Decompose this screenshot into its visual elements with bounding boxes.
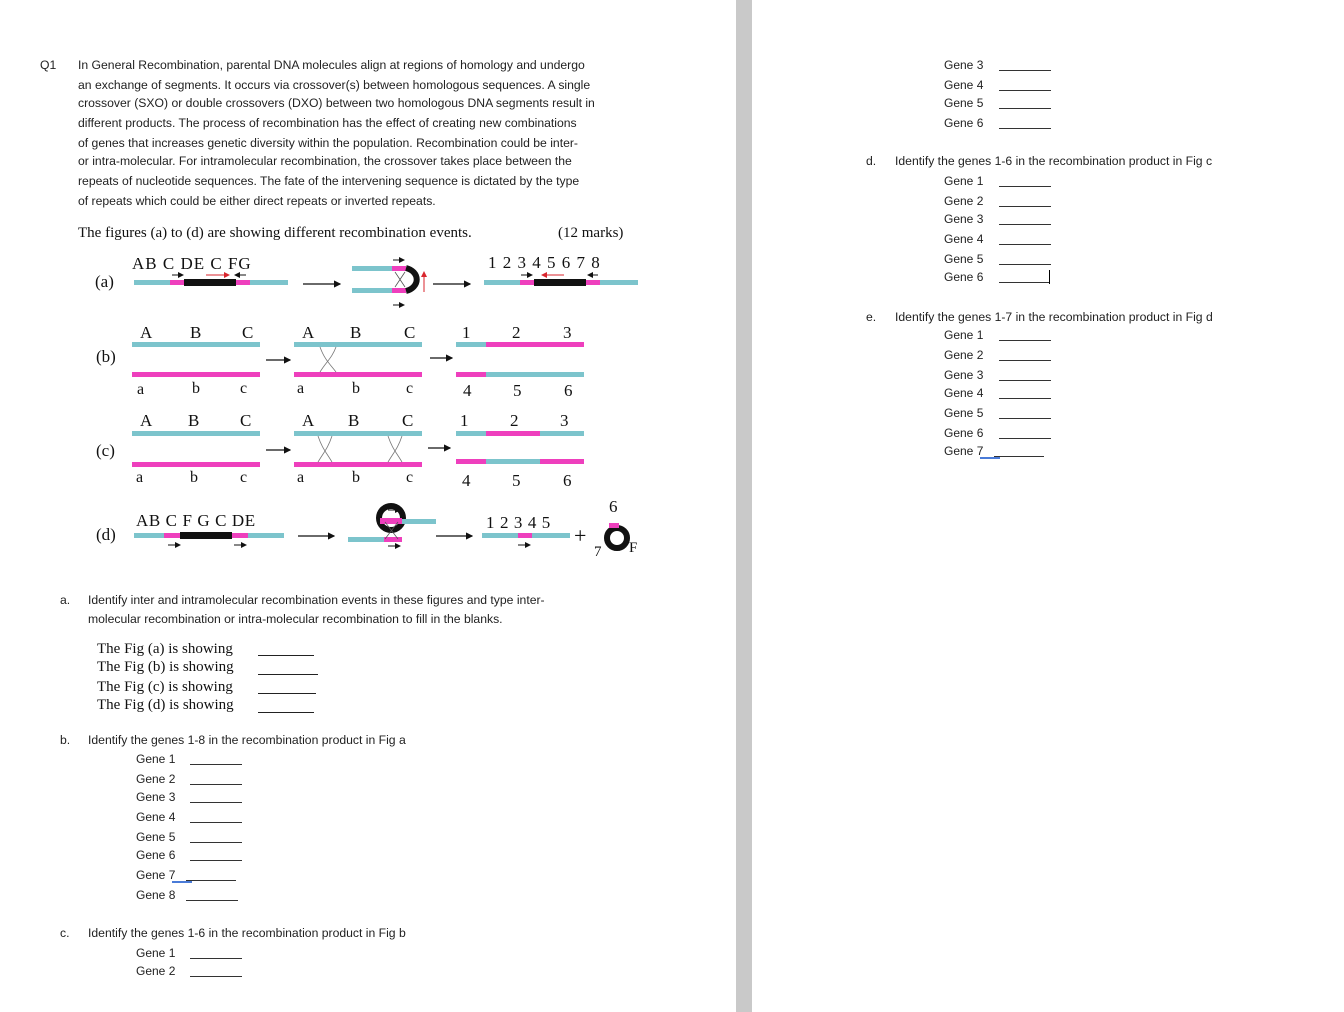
part-b-prompt: Identify the genes 1-8 in the recombination product in Fig a [88,733,406,747]
product-number: 3 [560,411,569,430]
gene-letter: B [190,323,202,342]
gene-label: Gene 8 [136,888,176,902]
paragraph-line: an exchange of segments. It occurs via crossover(s) between homologous sequences. A single [78,78,591,92]
gene-answer-blank[interactable] [999,340,1051,341]
product-number: 6 [563,471,572,490]
gene-letter: A [140,323,153,342]
gene-letter: B [188,411,200,430]
spellcheck-underline [172,881,192,883]
part-d-prompt: Identify the genes 1-6 in the recombination product in Fig c [895,154,1213,168]
figure-d-label: (d) [96,525,116,544]
paragraph-line: or intra-molecular. For intramolecular recombination, the crossover takes place between the [78,154,572,168]
fig-a-statement: The Fig (a) is showing [97,641,233,657]
gene-letter: A [302,323,315,342]
gene-answer-blank[interactable] [190,784,242,785]
figure-d [96,497,637,560]
gene-answer-blank[interactable] [999,128,1051,129]
figure-c [96,411,584,490]
gene-letter: a [297,469,305,486]
paragraph-line: of genes that increases genetic diversity within the population. Recombination could be inter- [78,136,578,150]
gene-answer-blank[interactable] [999,244,1051,245]
gene-label: Gene 1 [944,174,984,188]
gene-answer-blank[interactable] [999,380,1051,381]
product-number: 2 [512,323,521,342]
gene-label: Gene 5 [944,96,984,110]
gene-label: Gene 6 [944,426,984,440]
gene-label: Gene 7 [944,444,984,458]
gene-label: Gene 6 [944,270,984,284]
gene-letter: a [136,469,144,486]
plus-sign: + [574,523,587,548]
paragraph-line: different products. The process of recombination has the effect of creating new combinations [78,116,577,130]
gene-label: Gene 4 [944,232,984,246]
gene-answer-blank[interactable] [999,90,1051,91]
gene-label: Gene 3 [944,58,984,72]
gene-label: Gene 5 [944,252,984,266]
page-gutter [736,0,752,1012]
gene-answer-blank[interactable] [999,206,1051,207]
excised-circle [607,528,627,548]
product-number: 6 [564,381,573,400]
gene-label: Gene 6 [136,848,176,862]
gene-label: Gene 4 [944,78,984,92]
gene-letter: C [402,411,414,430]
gene-letter: c [406,380,414,397]
fig-b-answer-blank[interactable] [258,674,318,675]
text-cursor [1049,270,1050,284]
gene-letter: B [350,323,362,342]
gene-letter: c [240,469,248,486]
part-b-letter: b. [60,733,71,747]
gene-label: Gene 5 [944,406,984,420]
figure-a-gene-text: AB C DE C FG [132,254,252,273]
figure-d-gene-text: AB C F G C DE [136,511,256,530]
gene-label: Gene 2 [136,772,176,786]
figure-a-product-molecule [484,279,638,286]
gene-label: Gene 7 [136,868,176,882]
figure-b [96,323,584,400]
figure-a-hairpin [352,260,424,305]
gene-answer-blank[interactable] [190,764,242,765]
gene-answer-blank[interactable] [999,70,1051,71]
circle-label: 6 [609,497,618,516]
product-number: 4 [463,381,472,400]
part-a-letter: a. [60,593,71,607]
document-page-right [752,0,1344,1012]
gene-answer-blank[interactable] [999,264,1051,265]
gene-answer-blank[interactable] [190,822,242,823]
fig-a-answer-blank[interactable] [258,655,314,656]
gene-label: Gene 4 [944,386,984,400]
gene-letter: C [404,323,416,342]
gene-letter: b [352,380,360,397]
figure-d-product-numbers: 1 2 3 4 5 [486,513,551,532]
gene-letter: c [240,380,248,397]
gene-answer-blank[interactable] [999,282,1049,283]
paragraph-line: repeats of nucleotide sequences. The fate of the intervening sequence is dictated by the type [78,174,580,188]
gene-answer-blank[interactable] [999,108,1051,109]
fig-d-answer-blank[interactable] [258,712,314,713]
paragraph-line: In General Recombination, parental DNA molecules align at regions of homology and undergo [78,58,585,72]
product-number: 5 [513,381,522,400]
marks: (12 marks) [558,225,624,241]
gene-letter: C [242,323,254,342]
question-number: Q1 [40,58,57,72]
paragraph-line: crossover (SXO) or double crossovers (DXO) between two homologous DNA segments result in [78,96,595,110]
gene-answer-blank[interactable] [999,360,1051,361]
paragraph-line: of repeats which could be either direct repeats or inverted repeats. [78,194,436,208]
gene-letter: b [190,469,198,486]
figure-a-parent-molecule [134,279,288,286]
gene-letter: B [348,411,360,430]
gene-letter: b [352,469,360,486]
figure-a-product-numbers: 1 2 3 4 5 6 7 8 [488,253,601,272]
product-number: 1 [460,411,469,430]
gene-letter: A [302,411,315,430]
part-a-prompt-line: Identify inter and intramolecular recombination events in these figures and type inter- [88,593,545,607]
fig-b-statement: The Fig (b) is showing [97,659,234,675]
recombination-figures [0,0,736,570]
figure-d-loop [348,506,436,546]
part-c-letter: c. [60,926,70,940]
gene-letter: A [140,411,153,430]
gene-answer-blank[interactable] [190,976,242,977]
fig-c-answer-blank[interactable] [258,693,316,694]
gene-answer-blank[interactable] [999,224,1051,225]
gene-answer-blank[interactable] [994,456,1044,457]
gene-answer-blank[interactable] [186,900,238,901]
fig-c-statement: The Fig (c) is showing [97,679,233,695]
gene-label: Gene 2 [944,348,984,362]
gene-label: Gene 5 [136,830,176,844]
gene-letter: a [297,380,305,397]
gene-letter: c [406,469,414,486]
part-e-letter: e. [866,310,877,324]
product-number: 2 [510,411,519,430]
figure-a [95,253,638,305]
gene-answer-blank[interactable] [186,880,236,881]
gene-answer-blank[interactable] [190,860,242,861]
figure-b-label: (b) [96,347,116,366]
gene-label: Gene 1 [944,328,984,342]
circle-label: 7 [594,544,602,560]
gene-letter: b [192,380,200,397]
gene-label: Gene 1 [136,946,176,960]
gene-label: Gene 3 [944,368,984,382]
gene-label: Gene 3 [944,212,984,226]
gene-label: Gene 2 [944,194,984,208]
fig-d-statement: The Fig (d) is showing [97,697,234,713]
gene-label: Gene 4 [136,810,176,824]
spellcheck-underline [980,457,1000,459]
gene-label: Gene 6 [944,116,984,130]
gene-answer-blank[interactable] [190,802,242,803]
part-d-letter: d. [866,154,877,168]
gene-answer-blank[interactable] [999,438,1051,439]
gene-label: Gene 2 [136,964,176,978]
gene-answer-blank[interactable] [999,418,1051,419]
figures-intro: The figures (a) to (d) are showing different recombination events. [78,225,472,241]
figure-c-label: (c) [96,441,115,460]
gene-label: Gene 3 [136,790,176,804]
gene-answer-blank[interactable] [190,842,242,843]
gene-answer-blank[interactable] [190,958,242,959]
product-number: 1 [462,323,471,342]
gene-letter: a [137,381,145,398]
gene-label: Gene 1 [136,752,176,766]
circle-label: F [629,540,638,556]
gene-answer-blank[interactable] [999,186,1051,187]
gene-answer-blank[interactable] [999,398,1051,399]
figure-a-label: (a) [95,272,114,291]
part-e-prompt: Identify the genes 1-7 in the recombination product in Fig d [895,310,1213,324]
product-number: 3 [563,323,572,342]
product-number: 4 [462,471,471,490]
part-c-prompt: Identify the genes 1-6 in the recombination product in Fig b [88,926,406,940]
part-a-prompt-line: molecular recombination or intra-molecular recombination to fill in the blanks. [88,612,503,626]
gene-letter: C [240,411,252,430]
product-number: 5 [512,471,521,490]
